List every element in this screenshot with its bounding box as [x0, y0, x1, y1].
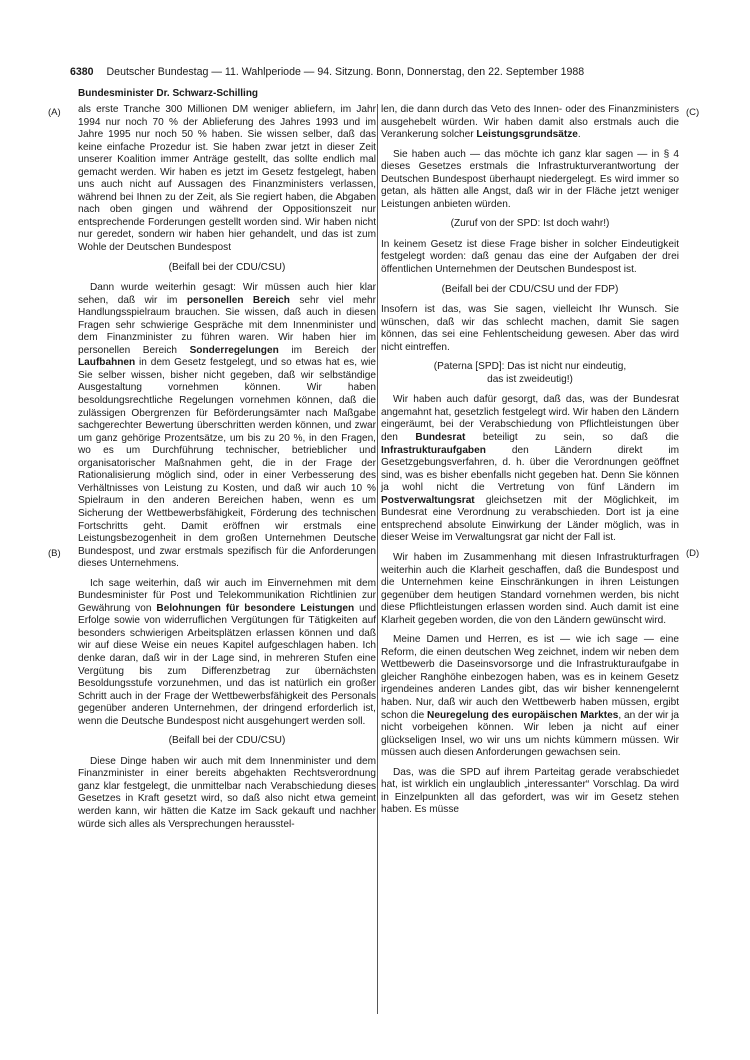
paragraph: In keinem Gesetz ist diese Frage bisher in solcher Eindeutigkeit festgelegt worden: daß genau das eine der Aufgaben der drei öffentlichen Unternehmen der Deutschen Bundespost ist.	[381, 238, 679, 276]
interjection: (Beifall bei der CDU/CSU)	[168, 735, 286, 747]
margin-marker-d: (D)	[686, 548, 700, 559]
page-header	[70, 66, 690, 78]
interjection: (Beifall bei der CDU/CSU und der FDP)	[441, 283, 619, 295]
paragraph: Insofern ist das, was Sie sagen, vielleicht Ihr Wunsch. Sie wünschen, daß wir das schlecht machen, damit Sie sagen können, das sei eine Fehlentscheidung gewesen. Aber das wird nicht eintreffen.	[381, 304, 679, 353]
margin-marker-a: (A)	[48, 107, 61, 118]
paragraph: Wir haben im Zusammenhang mit diesen Infrastrukturfragen weiterhin auch die Klarheit geschaffen, daß die Bundespost und die Unternehmen keine Einschränkungen in ihren Leistungen gegenüber dem heutigen Standard vornehmen werden, bis nicht diese Pflichtleistungen erlassen worden sind. Auch damit ist eine Klarheit gegeben worden, die von den Ländern gewünscht wird.	[381, 551, 679, 626]
paragraph: Meine Damen und Herren, es ist — wie ich sage — eine Reform, die einen deutschen Weg zeichnet, indem wir neben dem Wettbewerb die Daseinsvorsorge und die Infrastrukturaufgabe in gleicher Ranghöhe einbezogen haben, was es in keinem Gesetz irgendeines anderen Landes gibt, das wir bisher kennengelernt haben. Nur, daß wir auch den Wettbewerb haben müssen, ergibt schon die Neuregelung des europäischen Marktes, an der wir ja nicht vorbeigehen können. Wir leben ja nicht auf einer glückseligen Insel, wo wir uns um nichts kümmern müssen. Wir müssen auch diesen Anforderungen gewachsen sein.	[381, 634, 680, 759]
speaker-name: Bundesminister Dr. Schwarz-Schilling	[78, 88, 259, 99]
page-number: 6380	[70, 66, 94, 78]
right-column	[381, 104, 679, 824]
interjection: (Beifall bei der CDU/CSU)	[168, 261, 286, 273]
left-column	[78, 104, 376, 838]
paragraph: als erste Tranche 300 Millionen DM weniger abliefern, im Jahr 1994 nur noch 70 % der Ablieferung des Jahres 1993 und im Jahre 1995 nur noch 50 % haben. Sie wissen selber, daß das keine einfache Prozedur ist. Sie haben zwar jetzt in dieser Zeit unserer Koalition immer Anträge gestellt, das sollte endlich mal gemacht werden. Wir haben es jetzt im Gesetz festgelegt, haben uns auch nicht auf Aussagen des Finanzministers verlassen, während bei Ihnen zu der Zeit, als Sie regiert haben, die Abgaben nach oben gingen und während der Oppositionszeit nur entsprechende Forderungen gestellt worden sind. Wir haben nicht nur geredet, sondern wir haben hier gehandelt, und das ist zum Wohle der Deutschen Bundespost	[78, 104, 376, 254]
paragraph: Dann wurde weiterhin gesagt: Wir müssen auch hier klar sehen, daß wir im personellen Bereich sehr viel mehr Handlungsspielraum brauchen. Sie wissen, daß auch in diesen Fragen sehr schwierige Gespräche mit dem Innenminister und dem Finanzminister zu führen waren. Wir haben hier im personellen Bereich Sonderregelungen im Bereich der Laufbahnen in dem Gesetz festgelegt, und so etwas hat es, wie Sie selber wissen, bisher nicht gegeben, daß wir selbständige Ausgestaltung vornehmen können. Wir haben besoldungsrechtliche Regelungen vornehmen können, daß die zulässigen Obergrenzen für Beförderungsämter nach Maßgabe sachgerechter Bewertung überschritten werden können, und zwar um ganz gehörige Prozentsätze, um bis zu 20 %, in den Fragen, wo es um Durchführung technischer, betrieblicher und organisatorischer Maßnahmen geht, die in der Frage der Rationalisierung möglich sind, oder in einer Verbesserung des Verhältnisses von Leistung zu Kosten, und daß wir auch 10 % Spielraum in den anderen Bereichen haben, wenn es um Sicherung der Wettbewerbsfähigkeit, Förderung des technischen Fortschritts geht. Damit eröffnen wir erstmals eine Leistungsbezogenheit in dem großen Unternehmen Deutsche Bundespost, und zwar erstmals spezifisch für die Anforderungen dieses Unternehmens.	[78, 282, 376, 570]
paragraph: Diese Dinge haben wir auch mit dem Innenminister und dem Finanzminister in einer bereits abgehakten Rechtsverordnung ganz klar festgelegt, die unmittelbar nach Verabschiedung dieses Gesetzes in Kraft gesetzt wird, so daß also nicht etwa gemeint werden kann, wir hätten die Katze im Sack gekauft und nachher würde sich alles als Versprechungen herausstel-	[78, 755, 376, 830]
paragraph: Ich sage weiterhin, daß wir auch im Einvernehmen mit dem Bundesminister für Post und Telekommunikation Richtlinien zur Gewährung von Belohnungen für besondere Leistungen und Erfolge sowie von widerruflichen Vergütungen für Tätigkeiten auf besonders schwierigen Arbeitsplätzen erlassen können und daß wir auf diese Weise ein neues Kapitel aufgeschlagen haben. Ich denke daran, daß wir in der Lage sind, in mehreren Stufen eine Vergütung bis zum Differenzbetrag zur übernächsten Besoldungsstufe vorzunehmen, und das ist natürlich ein großer Schritt auch in der Frage der Wettbewerbsfähigkeit des Personals gegenüber anderen Unternehmen, der dringend erforderlich ist, wenn die Deutsche Bundespost nicht ausgehungert werden soll.	[78, 577, 376, 727]
running-title: Deutscher Bundestag — 11. Wahlperiode — 94. Sitzung. Bonn, Donnerstag, den 22. September 1988	[106, 66, 585, 78]
paragraph: Das, was die SPD auf ihrem Parteitag gerade verabschiedet hat, ist wirklich ein unglaublich „interessanter“ Vorschlag. Da wird in Einzelpunkten all das gefordert, was wir im Gesetz stehen haben. Es müsse	[381, 766, 679, 816]
paragraph: Sie haben auch — das möchte ich ganz klar sagen — in § 4 dieses Gesetzes erstmals die Infrastrukturverantwortung der Deutschen Bundespost überhaupt niedergelegt. Es wird immer so getan, als hätten alle Angst, daß wir in der Fläche jetzt weniger Leistungen anbieten würden.	[381, 148, 679, 210]
column-divider	[377, 104, 378, 1014]
interjection: (Zuruf von der SPD: Ist doch wahr!)	[450, 218, 610, 230]
interjection: (Paterna [SPD]: Das ist nicht nur eindeutig, das ist zweideutig!)	[433, 361, 627, 385]
margin-marker-b: (B)	[48, 548, 61, 559]
paragraph: len, die dann durch das Veto des Innen- oder des Finanzministers ausgehebelt würden. Wir haben damit also erstmals auch die Verankerung solcher Leistungsgrundsätze.	[381, 104, 679, 141]
margin-marker-c: (C)	[686, 107, 700, 118]
paragraph: Wir haben auch dafür gesorgt, daß das, was der Bundesrat angemahnt hat, gesetzlich festgelegt wird. Wir haben den Ländern eingeräumt, bei der Verabschiedung von Pflichtleistungen über den Bundesrat beteiligt zu sein, so daß die Infrastrukturaufgaben den Ländern direkt im Gesetzgebungsverfahren, d. h. über die Verordnungen geöffnet sind, was es bisher ebenfalls nicht gegeben hat. Denn Sie können ja wohl nicht die Vertretung von fünf Ländern im Postverwaltungsrat gleichsetzen mit der Möglichkeit, im Bundesrat eine Verordnung zu verabschieden. Dort ist ja eine entsprechend absolute Einwirkung der Länder möglich, was in dieser Weise im Verwaltungsrat gar nicht der Fall ist.	[381, 394, 679, 544]
